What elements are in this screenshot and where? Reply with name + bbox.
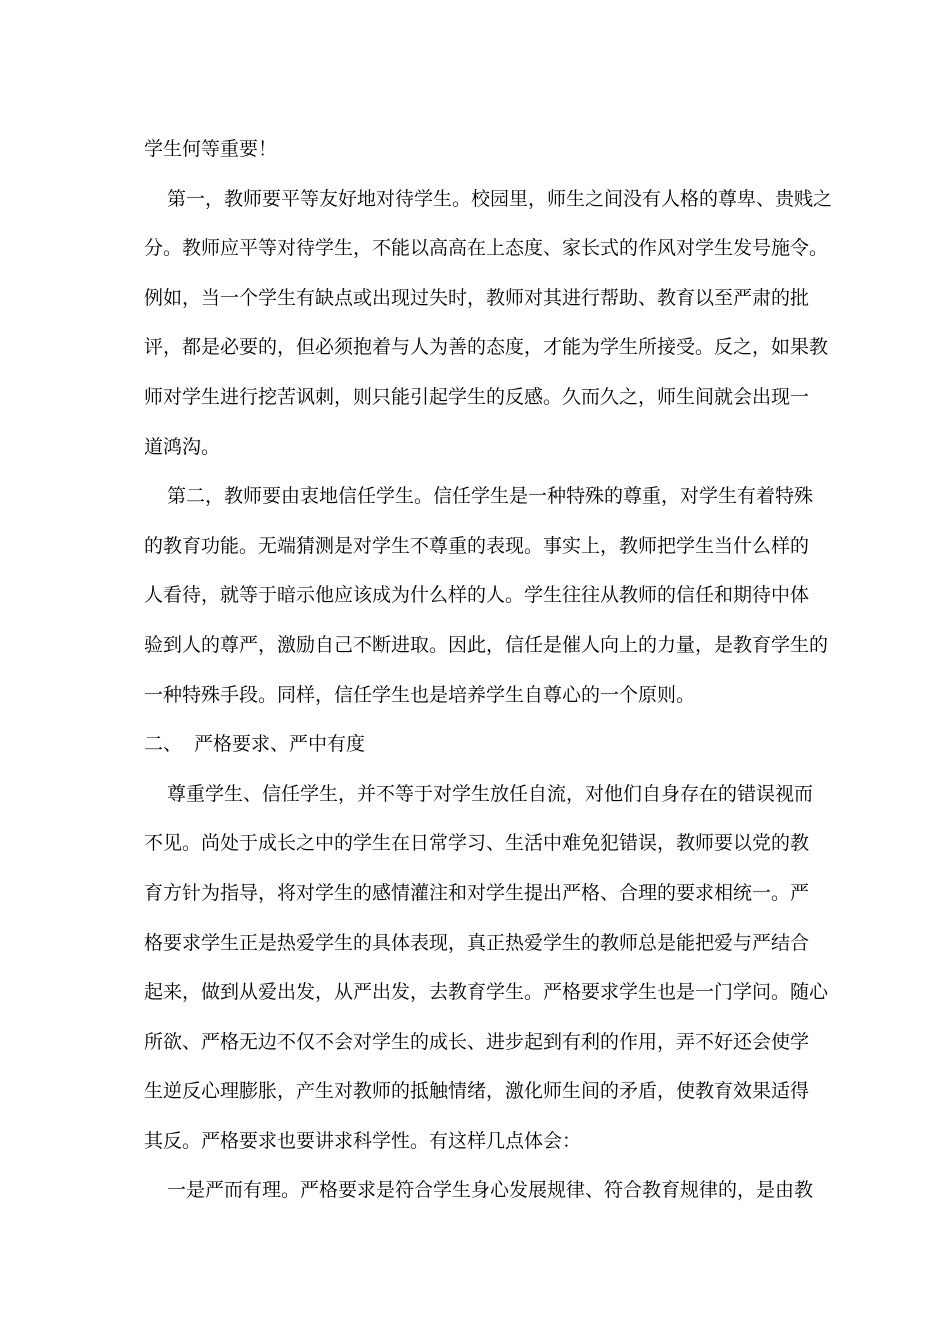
text-line: 道鸿沟。 (144, 435, 221, 458)
text-line: 一种特殊手段。同样，信任学生也是培养学生自尊心的一个原则。 (144, 683, 696, 706)
document-body (144, 125, 833, 1216)
text-line: 评，都是必要的，但必须抱着与人为善的态度，才能为学生所接受。反之，如果教 (144, 336, 829, 359)
text-line: 第二，教师要由衷地信任学生。信任学生是一种特殊的尊重，对学生有着特殊 (167, 485, 814, 508)
section-heading: 二、 严格要求、严中有度 (144, 733, 366, 756)
text-line: 起来，做到从爱出发，从严出发，去教育学生。严格要求学生也是一门学问。随心 (144, 981, 829, 1004)
text-line: 尊重学生、信任学生，并不等于对学生放任自流，对他们自身存在的错误视而 (167, 782, 814, 805)
text-line: 生逆反心理膨胀，产生对教师的抵触情绪，激化师生间的矛盾，使教育效果适得 (144, 1080, 810, 1103)
text-line: 育方针为指导，将对学生的感情灌注和对学生提出严格、合理的要求相统一。严 (144, 881, 810, 904)
text-line: 第一，教师要平等友好地对待学生。校园里，师生之间没有人格的尊卑、贵贱之 (167, 187, 833, 210)
text-line: 例如，当一个学生有缺点或出现过失时，教师对其进行帮助、教育以至严肃的批 (144, 286, 810, 309)
text-line: 师对学生进行挖苦讽刺，则只能引起学生的反感。久而久之，师生间就会出现一 (144, 385, 810, 408)
text-line: 分。教师应平等对待学生，不能以高高在上态度、家长式的作风对学生发号施令。 (144, 237, 829, 260)
text-line: 所欲、严格无边不仅不会对学生的成长、进步起到有利的作用，弄不好还会使学 (144, 1030, 810, 1053)
text-line: 验到人的尊严，激励自己不断进取。因此，信任是催人向上的力量，是教育学生的 (144, 633, 829, 656)
text-line: 不见。尚处于成长之中的学生在日常学习、生活中难免犯错误，教师要以党的教 (144, 832, 810, 855)
text-line: 其反。严格要求也要讲求科学性。有这样几点体会： (144, 1129, 582, 1152)
text-line: 人看待，就等于暗示他应该成为什么样的人。学生往往从教师的信任和期待中体 (144, 584, 810, 607)
text-line: 格要求学生正是热爱学生的具体表现，真正热爱学生的教师总是能把爱与严结合 (144, 931, 810, 954)
text-line: 一是严而有理。严格要求是符合学生身心发展规律、符合教育规律的，是由教 (167, 1179, 814, 1202)
text-line: 的教育功能。无端猜测是对学生不尊重的表现。事实上，教师把学生当什么样的 (144, 534, 810, 557)
text-line: 学生何等重要！ (144, 138, 278, 160)
